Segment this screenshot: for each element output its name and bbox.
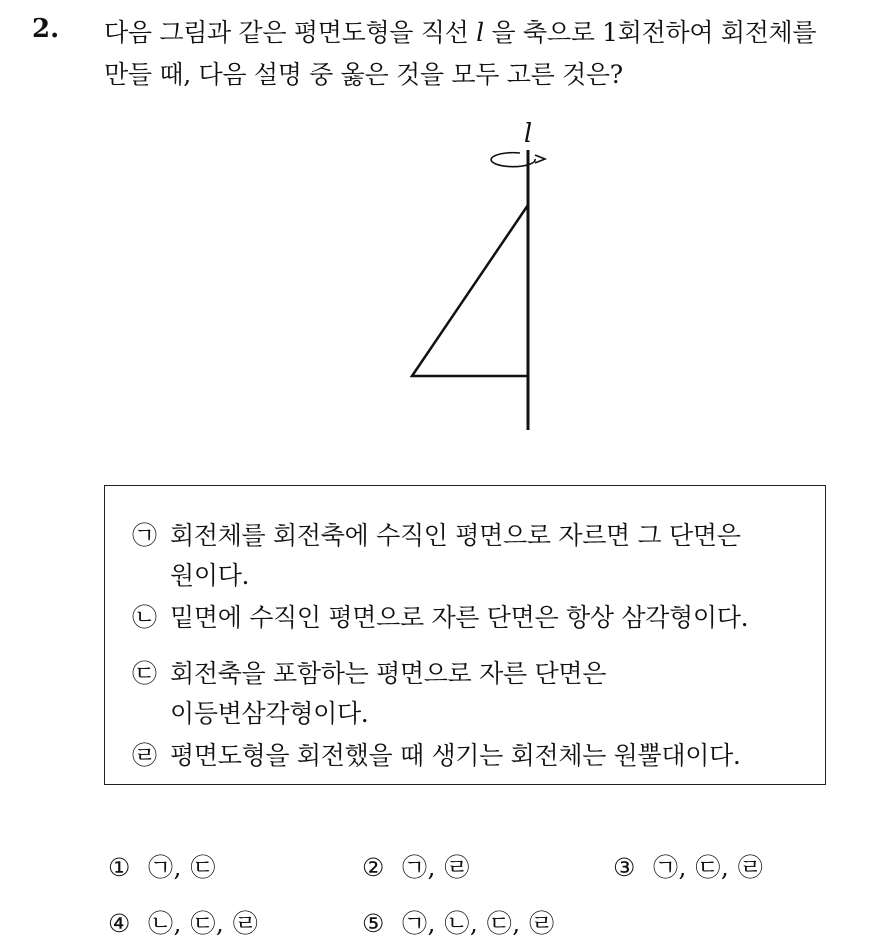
question-stem — [104, 12, 874, 96]
choice-1[interactable] — [108, 848, 216, 884]
choice-2[interactable] — [362, 848, 470, 884]
choice-number: ② — [362, 853, 385, 882]
statement-4 — [132, 736, 741, 776]
statement-text-cont: 원이다. — [170, 561, 250, 590]
choice-text: ㉠, ㉢, ㉣ — [653, 853, 764, 882]
statement-1 — [132, 516, 741, 596]
stem-line-1 — [104, 12, 874, 54]
statement-text: 회전축을 포함하는 평면으로 자른 단면은 — [170, 659, 607, 688]
choice-text: ㉠, ㉣ — [402, 853, 470, 882]
stem-text-b: 을 축으로 1회전하여 회전체를 — [483, 18, 817, 47]
rotation-figure — [400, 112, 580, 437]
statement-mark: ㉣ — [132, 741, 157, 770]
choice-number: ① — [108, 853, 131, 882]
axis-label: l — [523, 119, 533, 149]
choice-5[interactable] — [362, 904, 555, 940]
statement-text: 밑면에 수직인 평면으로 자른 단면은 항상 삼각형이다. — [170, 603, 749, 632]
choice-number: ④ — [108, 909, 131, 938]
choice-text: ㉠, ㉢ — [148, 853, 216, 882]
choice-number: ⑤ — [362, 909, 385, 938]
figure-svg — [400, 112, 580, 437]
question-number: 2. — [32, 14, 60, 44]
rotation-arrowhead-icon — [535, 155, 545, 163]
statement-3 — [132, 654, 606, 734]
statement-box — [104, 485, 826, 785]
stem-line-2: 만들 때, 다음 설명 중 옳은 것을 모두 고른 것은? — [104, 60, 623, 89]
choice-text: ㉡, ㉢, ㉣ — [148, 909, 259, 938]
choice-3[interactable] — [613, 848, 763, 884]
choice-text: ㉠, ㉡, ㉢, ㉣ — [402, 909, 555, 938]
statement-text-cont: 이등변삼각형이다. — [170, 699, 369, 728]
statement-text: 평면도형을 회전했을 때 생기는 회전체는 원뿔대이다. — [170, 741, 741, 770]
statement-mark: ㉡ — [132, 603, 157, 632]
choice-4[interactable] — [108, 904, 258, 940]
stem-variable-l: l — [476, 18, 484, 47]
choice-number: ③ — [613, 853, 636, 882]
statement-mark: ㉠ — [132, 521, 157, 550]
plane-triangle — [412, 205, 528, 376]
statement-text: 회전체를 회전축에 수직인 평면으로 자르면 그 단면은 — [170, 521, 741, 550]
stem-text-a: 다음 그림과 같은 평면도형을 직선 — [104, 18, 477, 47]
statement-2 — [132, 598, 748, 638]
statement-mark: ㉢ — [132, 659, 157, 688]
